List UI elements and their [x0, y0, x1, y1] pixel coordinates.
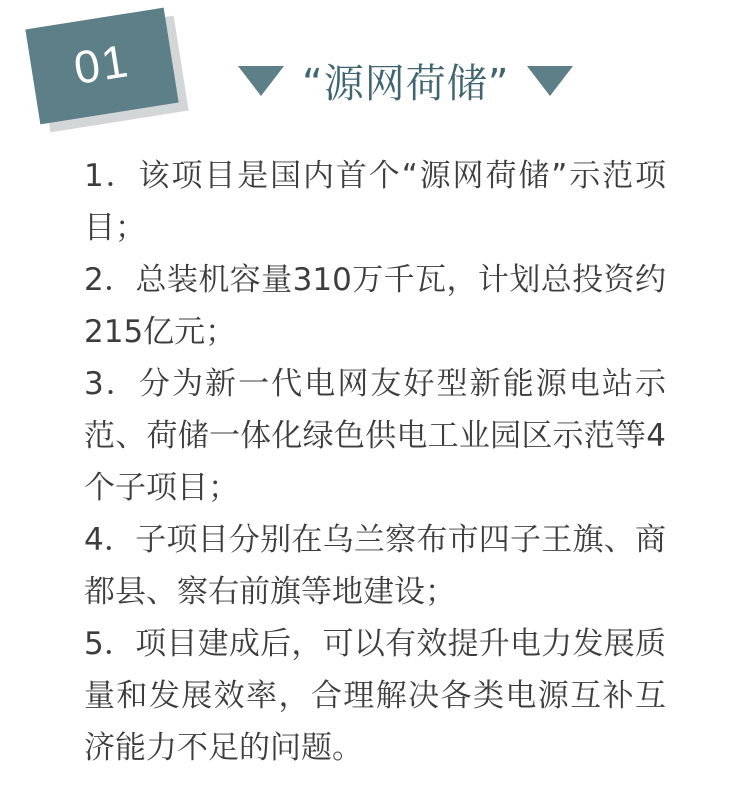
list-item: 4．子项目分别在乌兰察布市四子王旗、商都县、察右前旗等地建设；	[84, 522, 666, 610]
list-item: 3．分为新一代电网友好型新能源电站示范、荷储一体化绿色供电工业园区示范等4个子项目；	[84, 366, 666, 506]
body-content	[0, 150, 744, 774]
section-number-badge	[32, 18, 198, 136]
page-title: “源网荷储”	[302, 61, 510, 107]
list-item: 1．该项目是国内首个“源网荷储”示范项目；	[84, 158, 666, 246]
list-item: 5．项目建成后，可以有效提升电力发展质量和发展效率，合理解决各类电源互补互济能力不足的问题。	[84, 626, 666, 766]
badge-number-text: 01	[70, 34, 133, 95]
triangle-down-icon-right	[527, 66, 573, 96]
section-title-row	[238, 52, 573, 109]
list-item: 2．总装机容量310万千瓦，计划总投资约215亿元；	[84, 262, 666, 350]
triangle-down-icon-left	[238, 66, 284, 96]
section-header	[0, 0, 744, 150]
